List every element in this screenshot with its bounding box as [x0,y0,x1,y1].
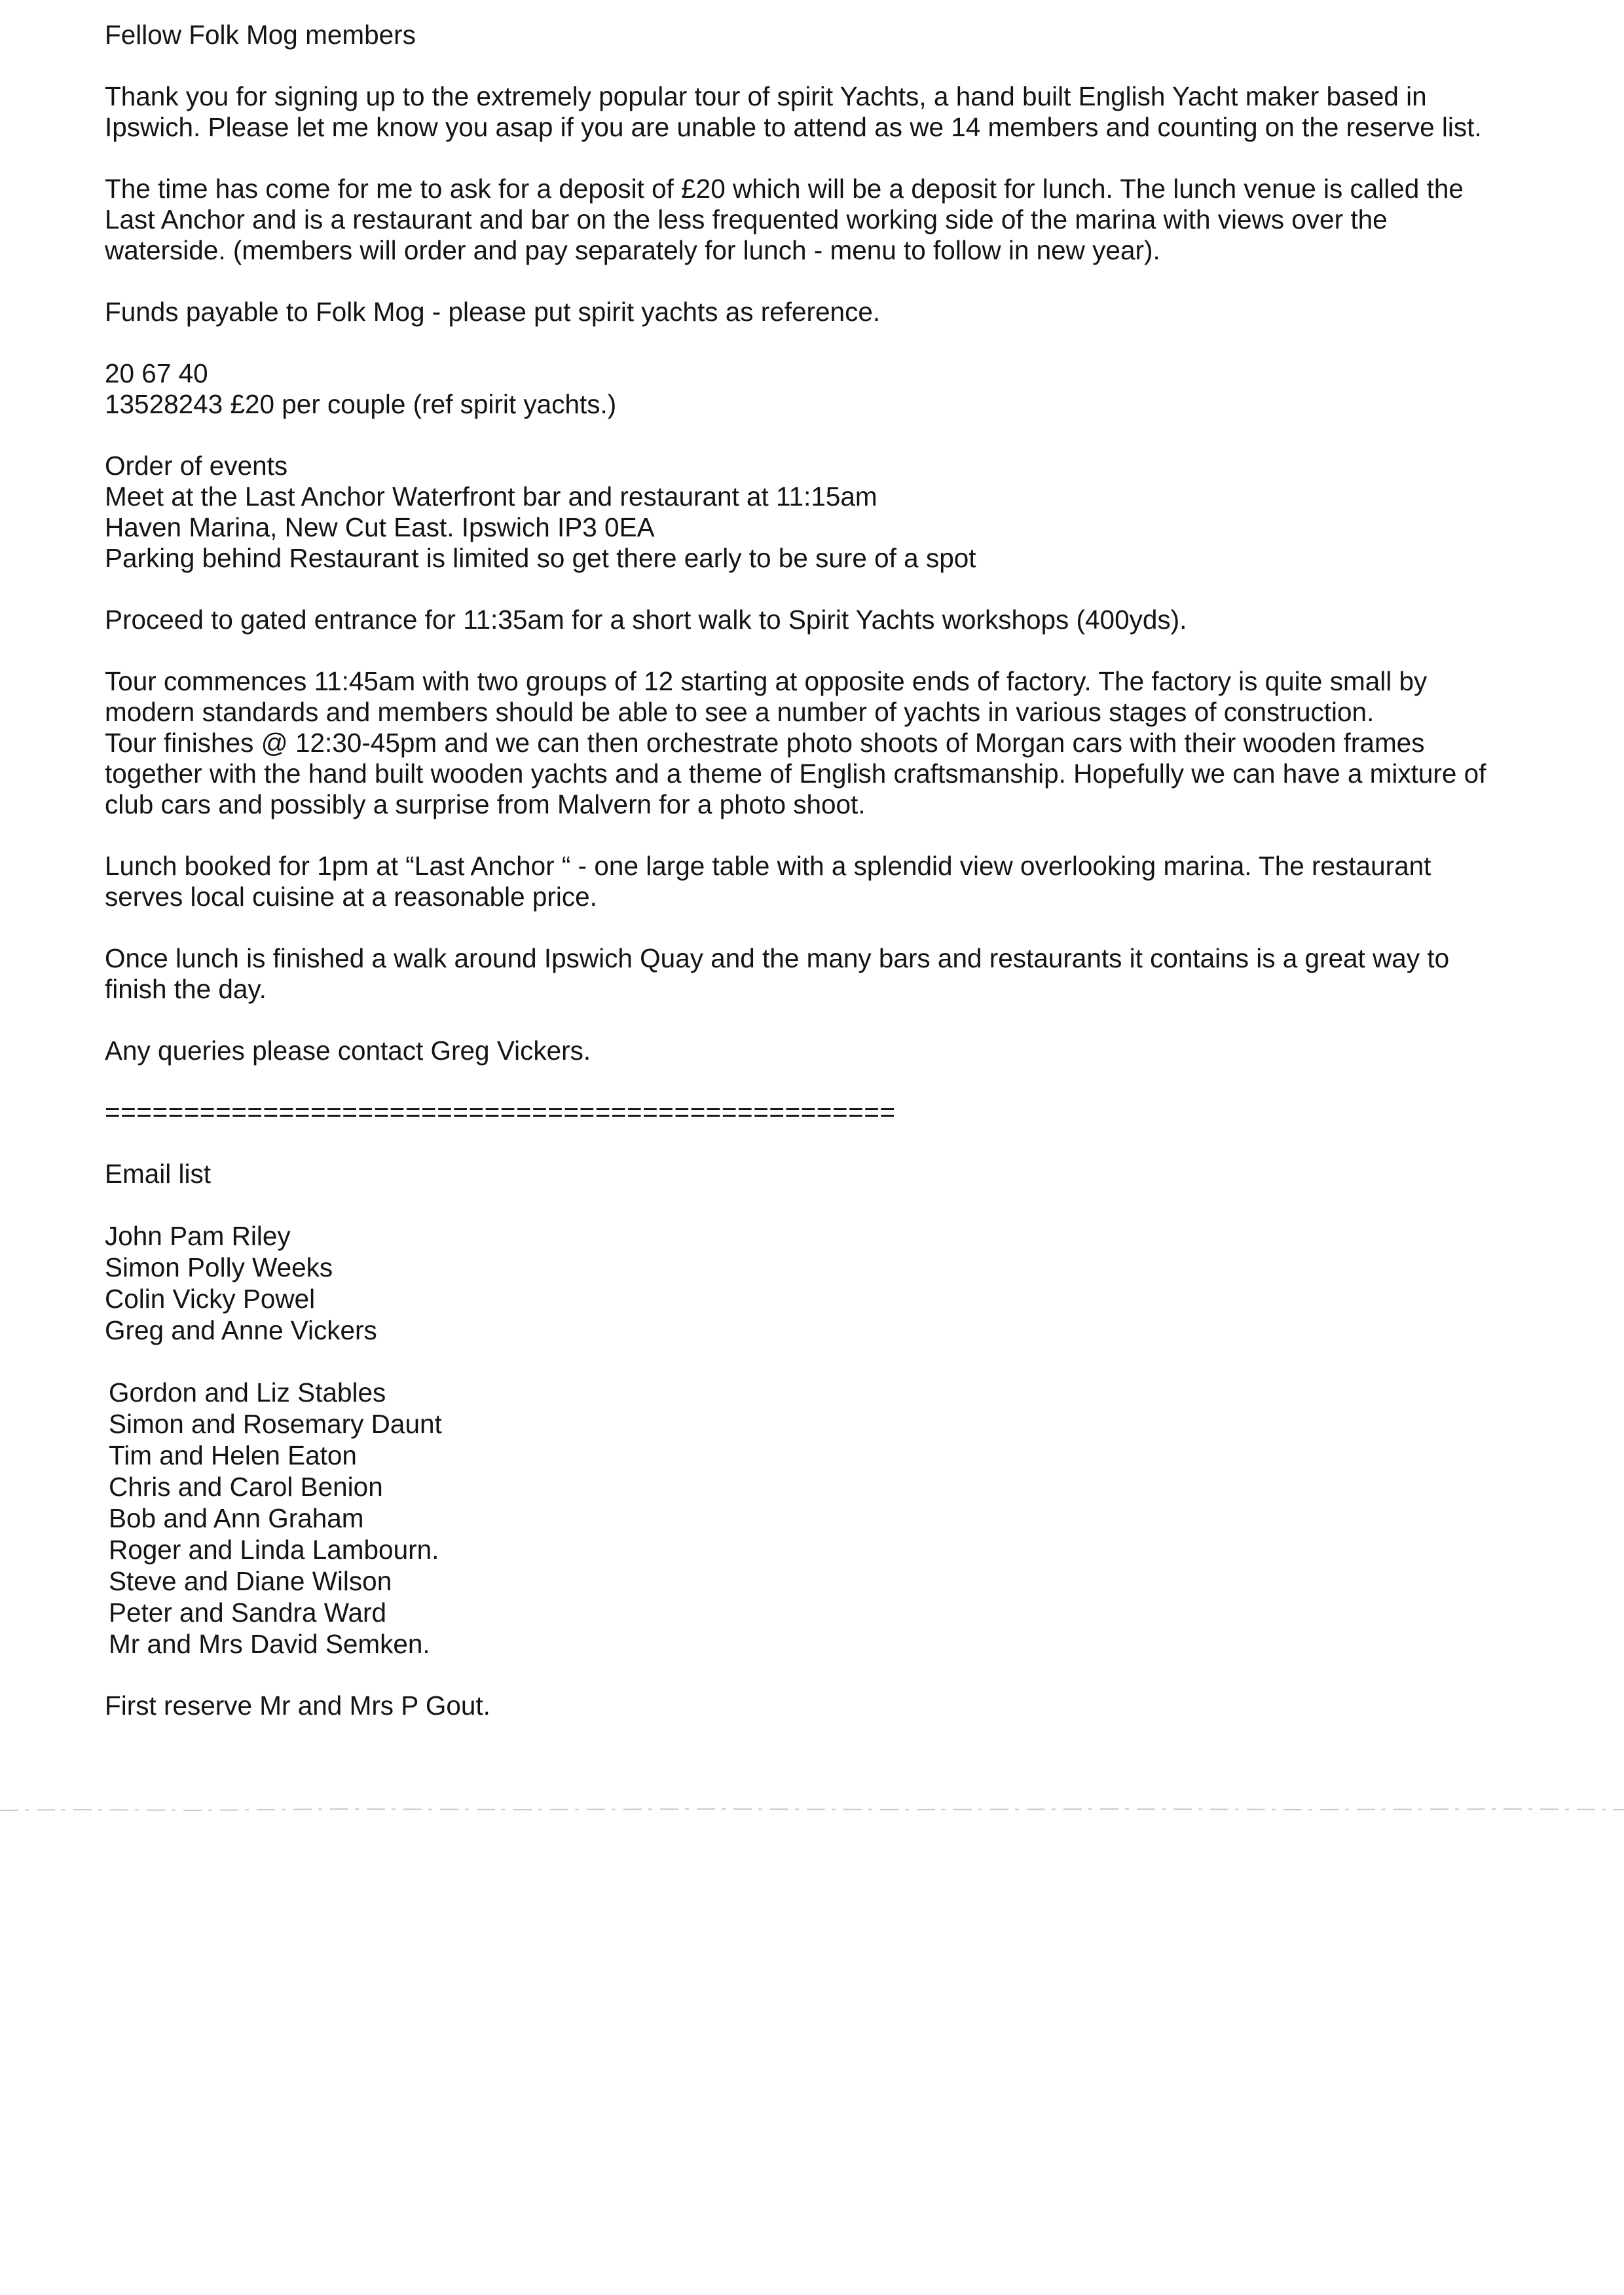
greeting-block [105,20,1559,50]
deposit-line-3: waterside. (members will order and pay separately for lunch - menu to follow in new year). [105,235,1160,265]
list-item: Simon Polly Weeks [105,1252,333,1282]
tour-line-1: Tour commences 11:45am with two groups of 12 starting at opposite ends of factory. The factory is quite small by [105,666,1428,696]
list-item: Simon and Rosemary Daunt [109,1409,442,1439]
list-item: Greg and Anne Vickers [105,1315,377,1345]
reserve-paragraph [105,1690,1559,1721]
reserve-line: First reserve Mr and Mrs P Gout. [105,1690,490,1721]
scan-fold-mark [0,1808,1624,1812]
funds-paragraph [105,297,1559,327]
list-item: Mr and Mrs David Semken. [109,1629,430,1659]
tour-line-3: Tour finishes @ 12:30-45pm and we can then orchestrate photo shoots of Morgan cars with their wooden frames [105,728,1425,758]
intro-paragraph [105,81,1559,143]
lunch-line-1: Lunch booked for 1pm at “Last Anchor “ - one large table with a splendid view overlooking marina. The restaurant [105,851,1431,881]
quay-line-1: Once lunch is finished a walk around Ipswich Quay and the many bars and restaurants it contains is a great way to [105,943,1450,973]
quay-line-2: finish the day. [105,974,267,1004]
bank-details [105,358,1559,420]
tour-line-4: together with the hand built wooden yachts and a theme of English craftsmanship. Hopefully we can have a mixture of [105,758,1486,789]
list-item: Roger and Linda Lambourn. [109,1535,439,1565]
queries-paragraph [105,1036,1559,1066]
list-item: Gordon and Liz Stables [109,1377,386,1408]
intro-line-2: Ipswich. Please let me know you asap if you are unable to attend as we 14 members and counting on the reserve list. [105,112,1482,142]
funds-line: Funds payable to Folk Mog - please put spirit yachts as reference. [105,297,881,327]
greeting: Fellow Folk Mog members [105,20,416,50]
lunch-paragraph [105,851,1559,912]
list-item: Chris and Carol Benion [109,1472,383,1502]
list-item: Steve and Diane Wilson [109,1566,392,1596]
order-of-events [105,451,1559,574]
list-item: John Pam Riley [105,1221,291,1251]
order-line-2: Haven Marina, New Cut East. Ipswich IP3 0EA [105,512,655,542]
email-list-heading-block [105,1159,1559,1189]
email-list-heading: Email list [105,1159,212,1189]
proceed-line: Proceed to gated entrance for 11:35am for a short walk to Spirit Yachts workshops (400yds). [105,605,1187,635]
email-list-group-1 [105,1220,1559,1346]
list-item: Colin Vicky Powel [105,1284,316,1314]
deposit-line-1: The time has come for me to ask for a deposit of £20 which will be a deposit for lunch. The lunch venue is called the [105,174,1464,204]
separator-line: ================================================== [105,1097,896,1127]
quay-paragraph [105,943,1559,1005]
email-list-group-2 [109,1377,1559,1660]
proceed-paragraph [105,605,1559,635]
tour-line-2: modern standards and members should be able to see a number of yachts in various stages of construction. [105,697,1375,727]
order-line-1: Meet at the Last Anchor Waterfront bar and restaurant at 11:15am [105,481,877,512]
letter-body [105,20,1559,1752]
order-heading: Order of events [105,451,288,481]
account-line: 13528243 £20 per couple (ref spirit yachts.) [105,389,617,419]
tour-line-5: club cars and possibly a surprise from Malvern for a photo shoot. [105,789,866,819]
tour-paragraph [105,666,1559,820]
queries-line: Any queries please contact Greg Vickers. [105,1036,591,1066]
intro-line-1: Thank you for signing up to the extremely popular tour of spirit Yachts, a hand built English Yacht maker based in [105,81,1427,111]
list-item: Bob and Ann Graham [109,1503,364,1533]
sort-code: 20 67 40 [105,358,208,388]
order-line-3: Parking behind Restaurant is limited so get there early to be sure of a spot [105,543,976,573]
deposit-line-2: Last Anchor and is a restaurant and bar on the less frequented working side of the marina with views over the [105,204,1388,234]
list-item: Tim and Helen Eaton [109,1440,357,1470]
lunch-line-2: serves local cuisine at a reasonable price. [105,882,597,912]
deposit-paragraph [105,174,1559,266]
list-item: Peter and Sandra Ward [109,1597,386,1628]
